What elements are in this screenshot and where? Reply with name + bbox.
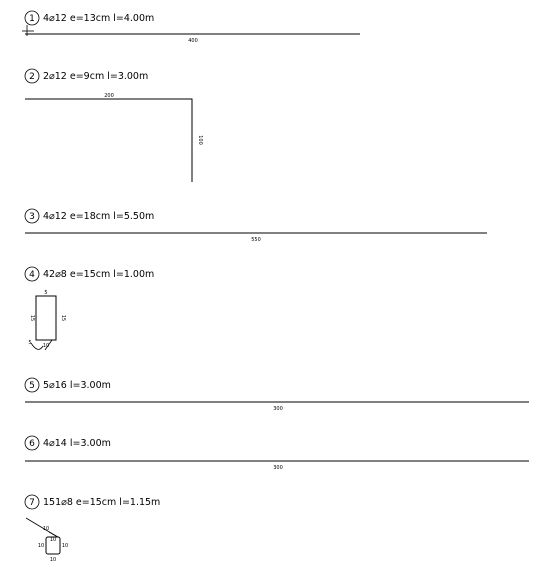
bar-5-number: 5 [29,381,35,391]
bar-4 [25,267,154,350]
bar-1 [22,11,360,44]
bar-3-dim-length: 550 [251,237,261,243]
bar-6 [25,436,529,471]
bar-1-dim-length: 400 [188,38,198,44]
bar-6-label: 4⌀14 l=3.00m [43,438,111,449]
bar-7-dim-left: 10 [37,543,45,549]
bar-1-number: 1 [29,14,35,24]
bar-7-label: 151⌀8 e=15cm l=1.15m [43,497,161,508]
bar-6-number: 6 [29,439,35,449]
bar-3-number: 3 [29,212,35,222]
bar-7-dim-hook: 10 [42,526,50,532]
bar-7-number: 7 [29,498,35,508]
bar-4-shape [36,296,56,340]
bar-4-hook-left [31,343,43,349]
bar-2 [25,69,203,182]
bar-4-dim-left: 15 [29,314,35,322]
bar-2-number: 2 [29,72,35,82]
bar-4-dim-hook: 5 [28,340,32,346]
bar-2-shape [25,99,192,182]
bar-7 [25,495,160,563]
bar-3-label: 4⌀12 e=18cm l=5.50m [43,211,155,222]
bar-4-dim-right: 15 [60,314,66,322]
bar-2-dim-horizontal: 200 [104,93,114,99]
bar-7-dim-bottom: 10 [49,557,57,563]
bar-5 [25,378,529,412]
bar-2-label: 2⌀12 e=9cm l=3.00m [43,71,149,82]
bar-2-dim-vertical: 100 [197,135,203,145]
bar-4-dim-top: 5 [44,290,48,296]
bar-7-dim-top: 10 [49,537,57,543]
bar-1-label: 4⌀12 e=13cm l=4.00m [43,13,155,24]
bar-6-dim-length: 300 [273,465,283,471]
bar-3 [25,209,487,243]
bar-5-dim-length: 300 [273,406,283,412]
bar-4-label: 42⌀8 e=15cm l=1.00m [43,269,155,280]
bar-4-number: 4 [29,270,35,280]
bar-7-dim-right: 10 [61,543,69,549]
bar-4-dim-bottom: 10 [42,343,50,349]
bar-5-label: 5⌀16 l=3.00m [43,380,111,391]
